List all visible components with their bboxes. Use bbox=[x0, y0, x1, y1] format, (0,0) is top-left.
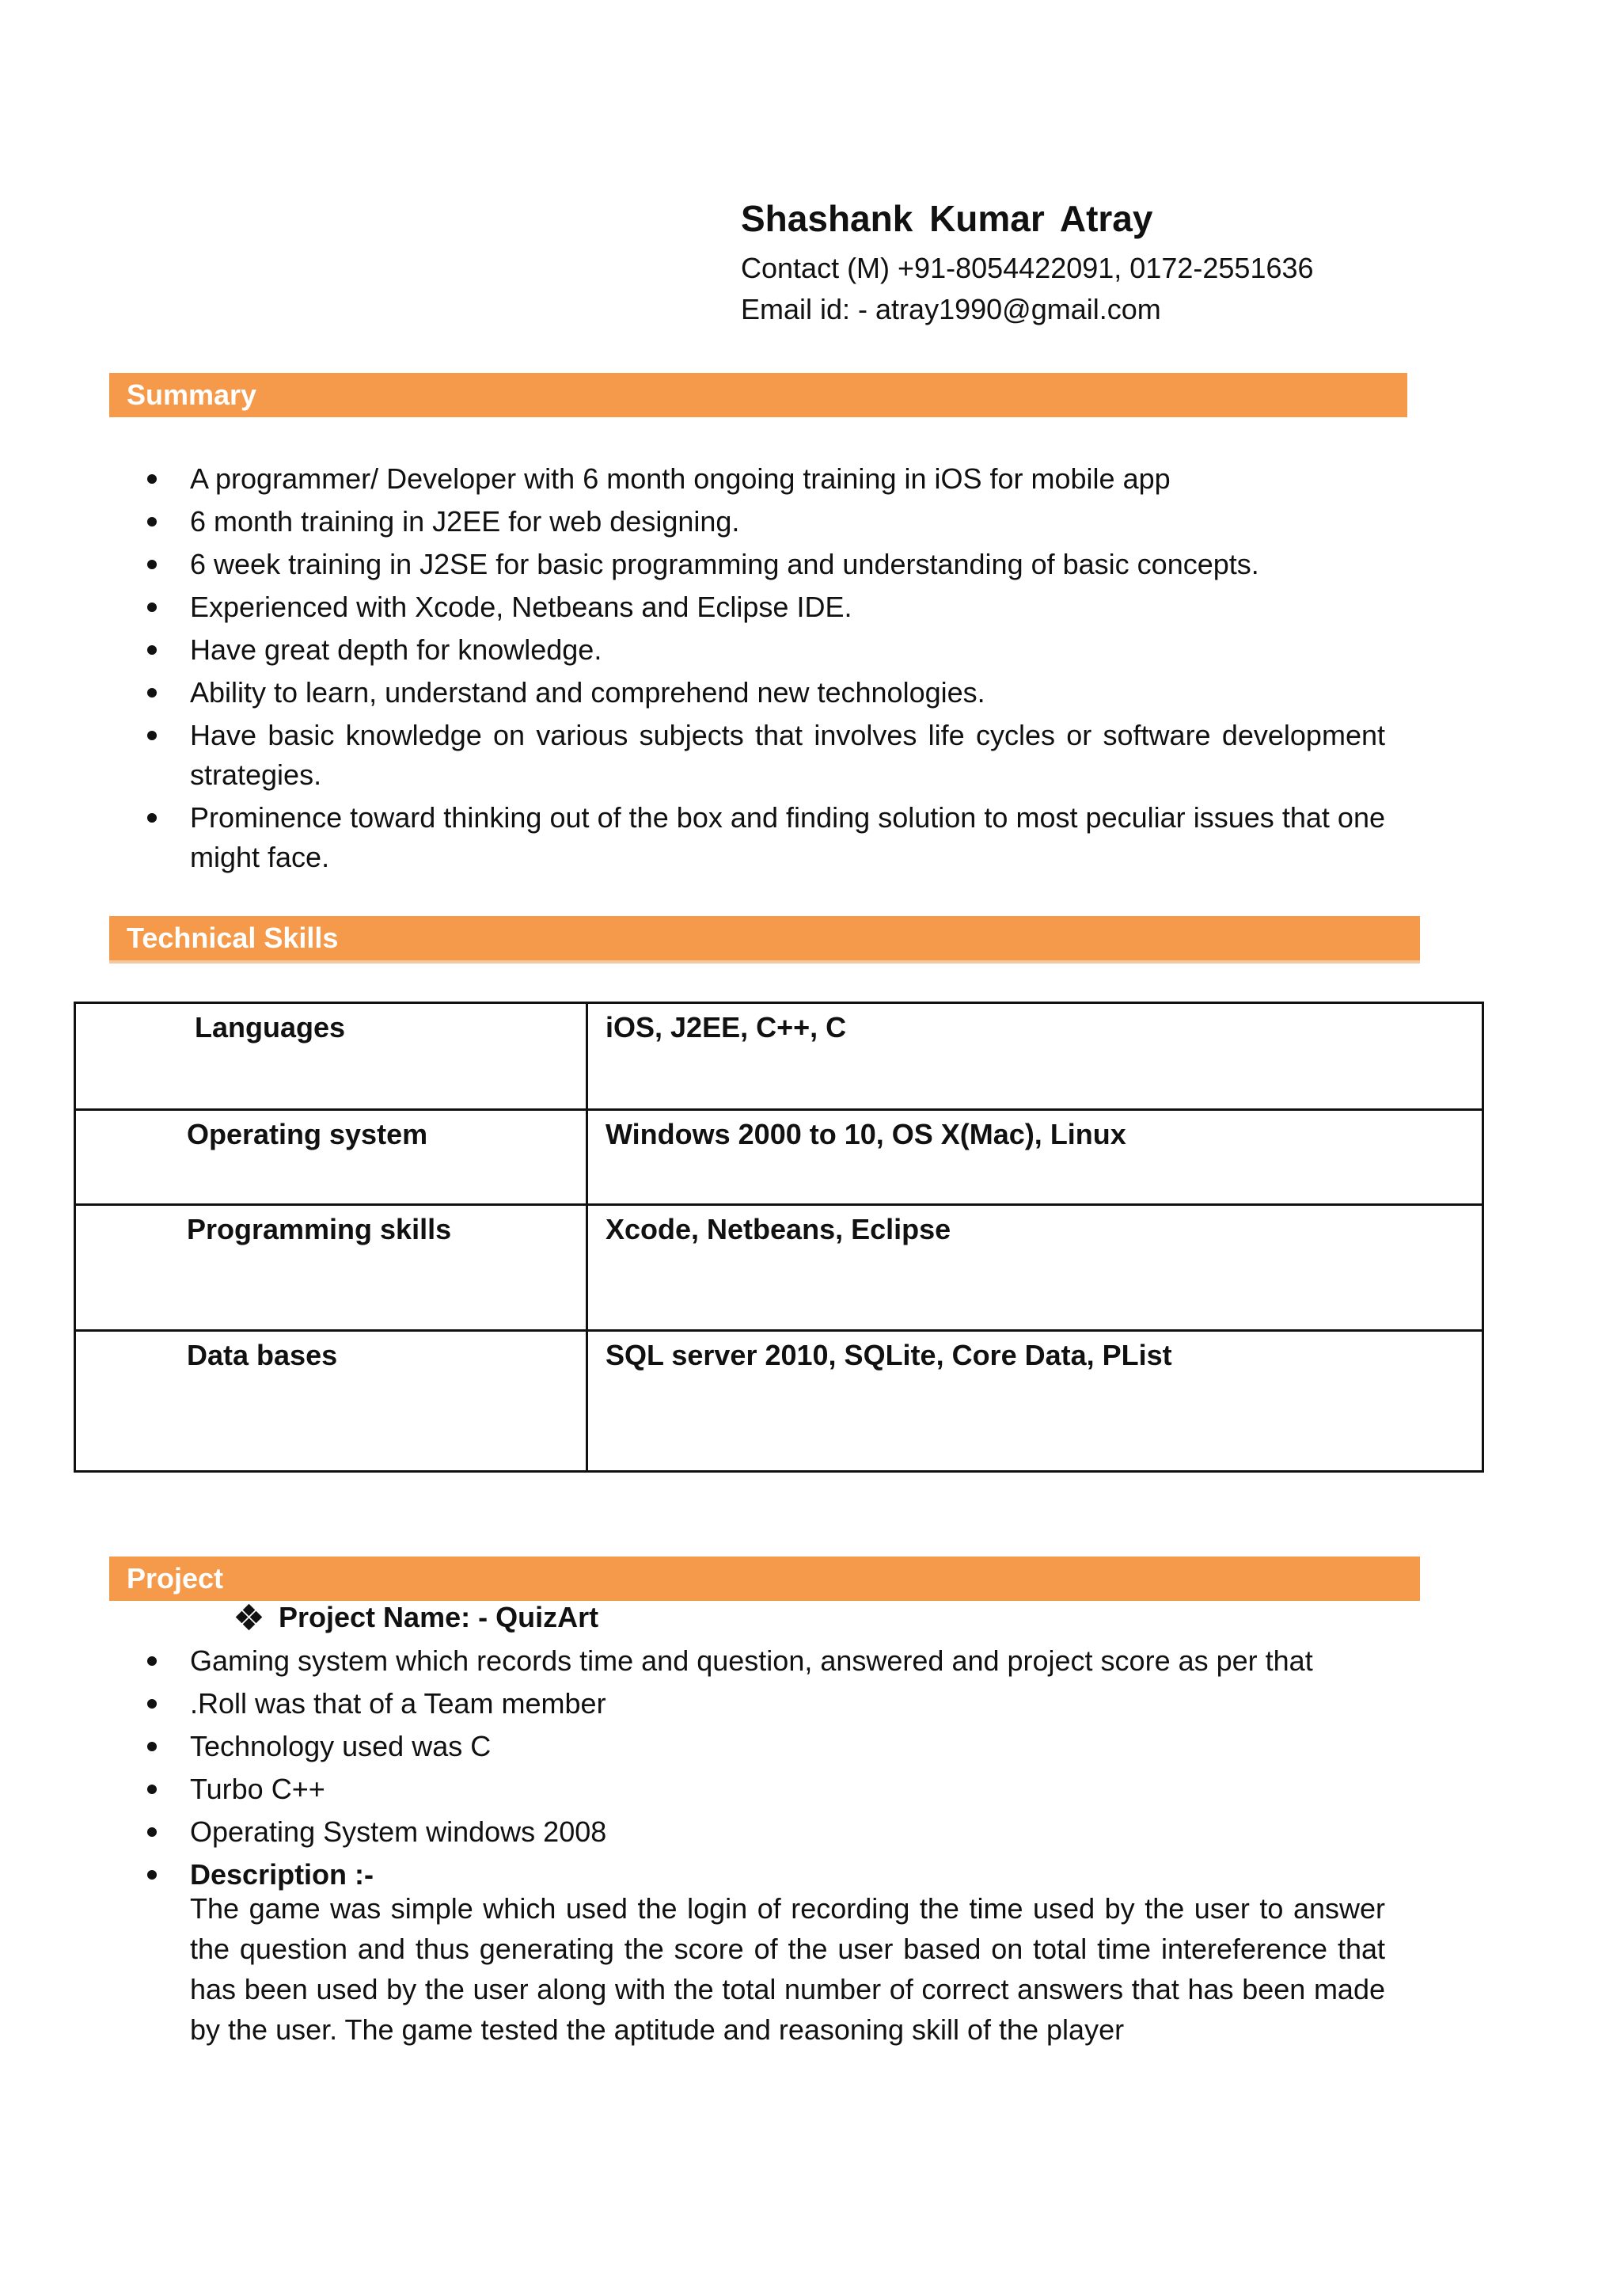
summary-list bbox=[190, 459, 1385, 880]
diamond-bullet-icon bbox=[237, 1606, 261, 1629]
list-item: Ability to learn, understand and comprehend new technologies. bbox=[190, 673, 1385, 713]
contact-phone: Contact (M) +91-8054422091, 0172-2551636 bbox=[741, 251, 1314, 284]
list-item: .Roll was that of a Team member bbox=[190, 1684, 1385, 1724]
table-row bbox=[75, 1205, 1483, 1331]
section-header-summary: Summary bbox=[109, 373, 1407, 417]
section-header-project: Project bbox=[109, 1557, 1420, 1601]
skills-table bbox=[74, 1002, 1484, 1473]
skill-value: SQL server 2010, SQLite, Core Data, PList bbox=[587, 1331, 1483, 1472]
list-item: 6 week training in J2SE for basic programming and understanding of basic concepts. bbox=[190, 545, 1385, 584]
list-item: Prominence toward thinking out of the box and finding solution to most peculiar issues that one might face. bbox=[190, 798, 1385, 877]
skill-key: Operating system bbox=[75, 1110, 587, 1205]
list-item: 6 month training in J2EE for web designing. bbox=[190, 502, 1385, 542]
table-row bbox=[75, 1331, 1483, 1472]
list-item: Have great depth for knowledge. bbox=[190, 630, 1385, 670]
table-row bbox=[75, 1003, 1483, 1110]
list-item: Gaming system which records time and question, answered and project score as per that bbox=[190, 1641, 1385, 1681]
list-item: Have basic knowledge on various subjects that involves life cycles or software development strategies. bbox=[190, 716, 1385, 795]
skill-value: Xcode, Netbeans, Eclipse bbox=[587, 1205, 1483, 1331]
section-header-technical-skills: Technical Skills bbox=[109, 916, 1420, 960]
project-description: The game was simple which used the login of recording the time used by the user to answer the question and thus generating the score of the user based on total time intereference that has been used by the user along with the total number of correct answers that has been made by the user. The game tested the aptitude and reasoning skill of the player bbox=[190, 1892, 1385, 2046]
list-item: Turbo C++ bbox=[190, 1770, 1385, 1809]
list-item: A programmer/ Developer with 6 month ongoing training in iOS for mobile app bbox=[190, 459, 1385, 499]
project-list bbox=[190, 1641, 1385, 1898]
skill-value: Windows 2000 to 10, OS X(Mac), Linux bbox=[587, 1110, 1483, 1205]
table-row bbox=[75, 1110, 1483, 1205]
skill-key: Languages bbox=[75, 1003, 587, 1110]
project-name bbox=[237, 1598, 598, 1637]
skill-value: iOS, J2EE, C++, C bbox=[587, 1003, 1483, 1110]
contact-email: Email id: - atray1990@gmail.com bbox=[741, 292, 1161, 325]
candidate-name: Shashank Kumar Atray bbox=[741, 198, 1153, 239]
list-item: Description :- bbox=[190, 1855, 1385, 1895]
list-item: Technology used was C bbox=[190, 1727, 1385, 1766]
resume-header bbox=[741, 198, 1314, 330]
project-name-text: Project Name: - QuizArt bbox=[279, 1601, 599, 1633]
skill-key: Programming skills bbox=[75, 1205, 587, 1331]
list-item: Experienced with Xcode, Netbeans and Eclipse IDE. bbox=[190, 587, 1385, 627]
skill-key: Data bases bbox=[75, 1331, 587, 1472]
list-item: Operating System windows 2008 bbox=[190, 1812, 1385, 1852]
